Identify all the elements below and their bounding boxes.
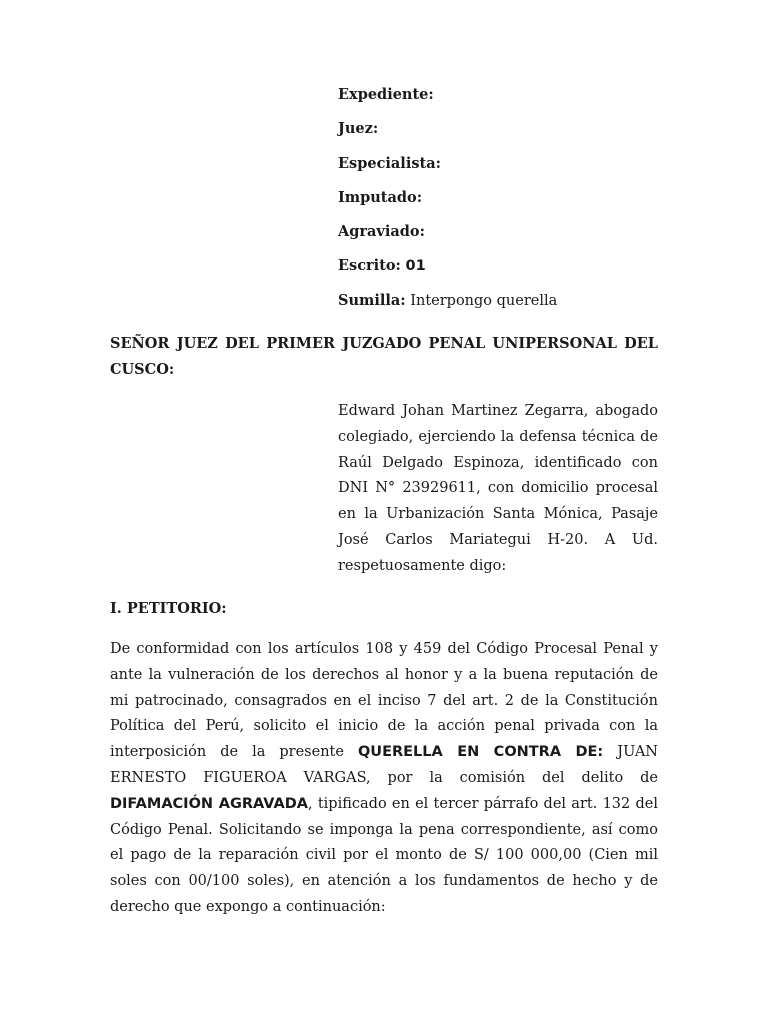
imputado-line (338, 187, 557, 221)
especialista-label: Especialista: (338, 154, 441, 172)
intro-paragraph: Edward Johan Martinez Zegarra, abogado colegiado, ejerciendo la defensa técnica de Raúl Delgado Espinoza, identificado con DNI N° 23929611, con domicilio procesal en la Urbanización Santa Mónica, Pasaje José Carlos Mariategui H-20. A Ud. respetuosamente digo: (338, 403, 658, 574)
especialista-line (338, 153, 557, 187)
agraviado-label: Agraviado: (338, 223, 425, 241)
section-heading-petitorio: I. PETITORIO: (110, 600, 227, 617)
petitorio-text-1: De conformidad con los artículos 108 y 459 del Código Procesal Penal y ante la vulneración de los derechos al honor y a la buena reputación de mi patrocinado, consagrados en el inciso 7 del art. 2 de la Constitución Política del Perú, solicito el inicio de la acción penal privada con la interposición de la presente (110, 641, 658, 761)
escrito-label: Escrito: (338, 257, 401, 275)
petitorio-paragraph (110, 637, 658, 921)
sumilla-line (338, 290, 557, 324)
sumilla-value: Interpongo querella (410, 292, 558, 309)
expediente-label: Expediente: (338, 86, 434, 103)
querella-emphasis: QUERELLA EN CONTRA DE: (357, 744, 604, 761)
imputado-label: Imputado: (338, 188, 423, 206)
petitorio-text-2: JUAN ERNESTO FIGUEROA VARGAS, por la comisión del delito de (110, 744, 658, 786)
juez-line (338, 118, 557, 152)
sumilla-label: Sumilla: (338, 291, 406, 309)
expediente-line (338, 84, 557, 118)
delito-emphasis: DIFAMACIÓN AGRAVADA (110, 795, 308, 812)
agraviado-line (338, 221, 557, 255)
escrito-line (338, 255, 557, 289)
addressee: SEÑOR JUEZ DEL PRIMER JUZGADO PENAL UNIPERSONAL DEL CUSCO: (110, 335, 658, 378)
case-header (338, 84, 557, 324)
juez-label: Juez: (338, 120, 379, 138)
escrito-number: 01 (405, 258, 426, 275)
petitorio-text-3: , tipificado en el tercer párrafo del art. 132 del Código Penal. Solicitando se imponga la pena correspondiente, así como el pago de la reparación civil por el monto de S/ 100 000,00 (Cien mil soles con 00/100 soles), en atención a los fundamentos de hecho y de derecho que expongo a continuación: (110, 795, 658, 915)
